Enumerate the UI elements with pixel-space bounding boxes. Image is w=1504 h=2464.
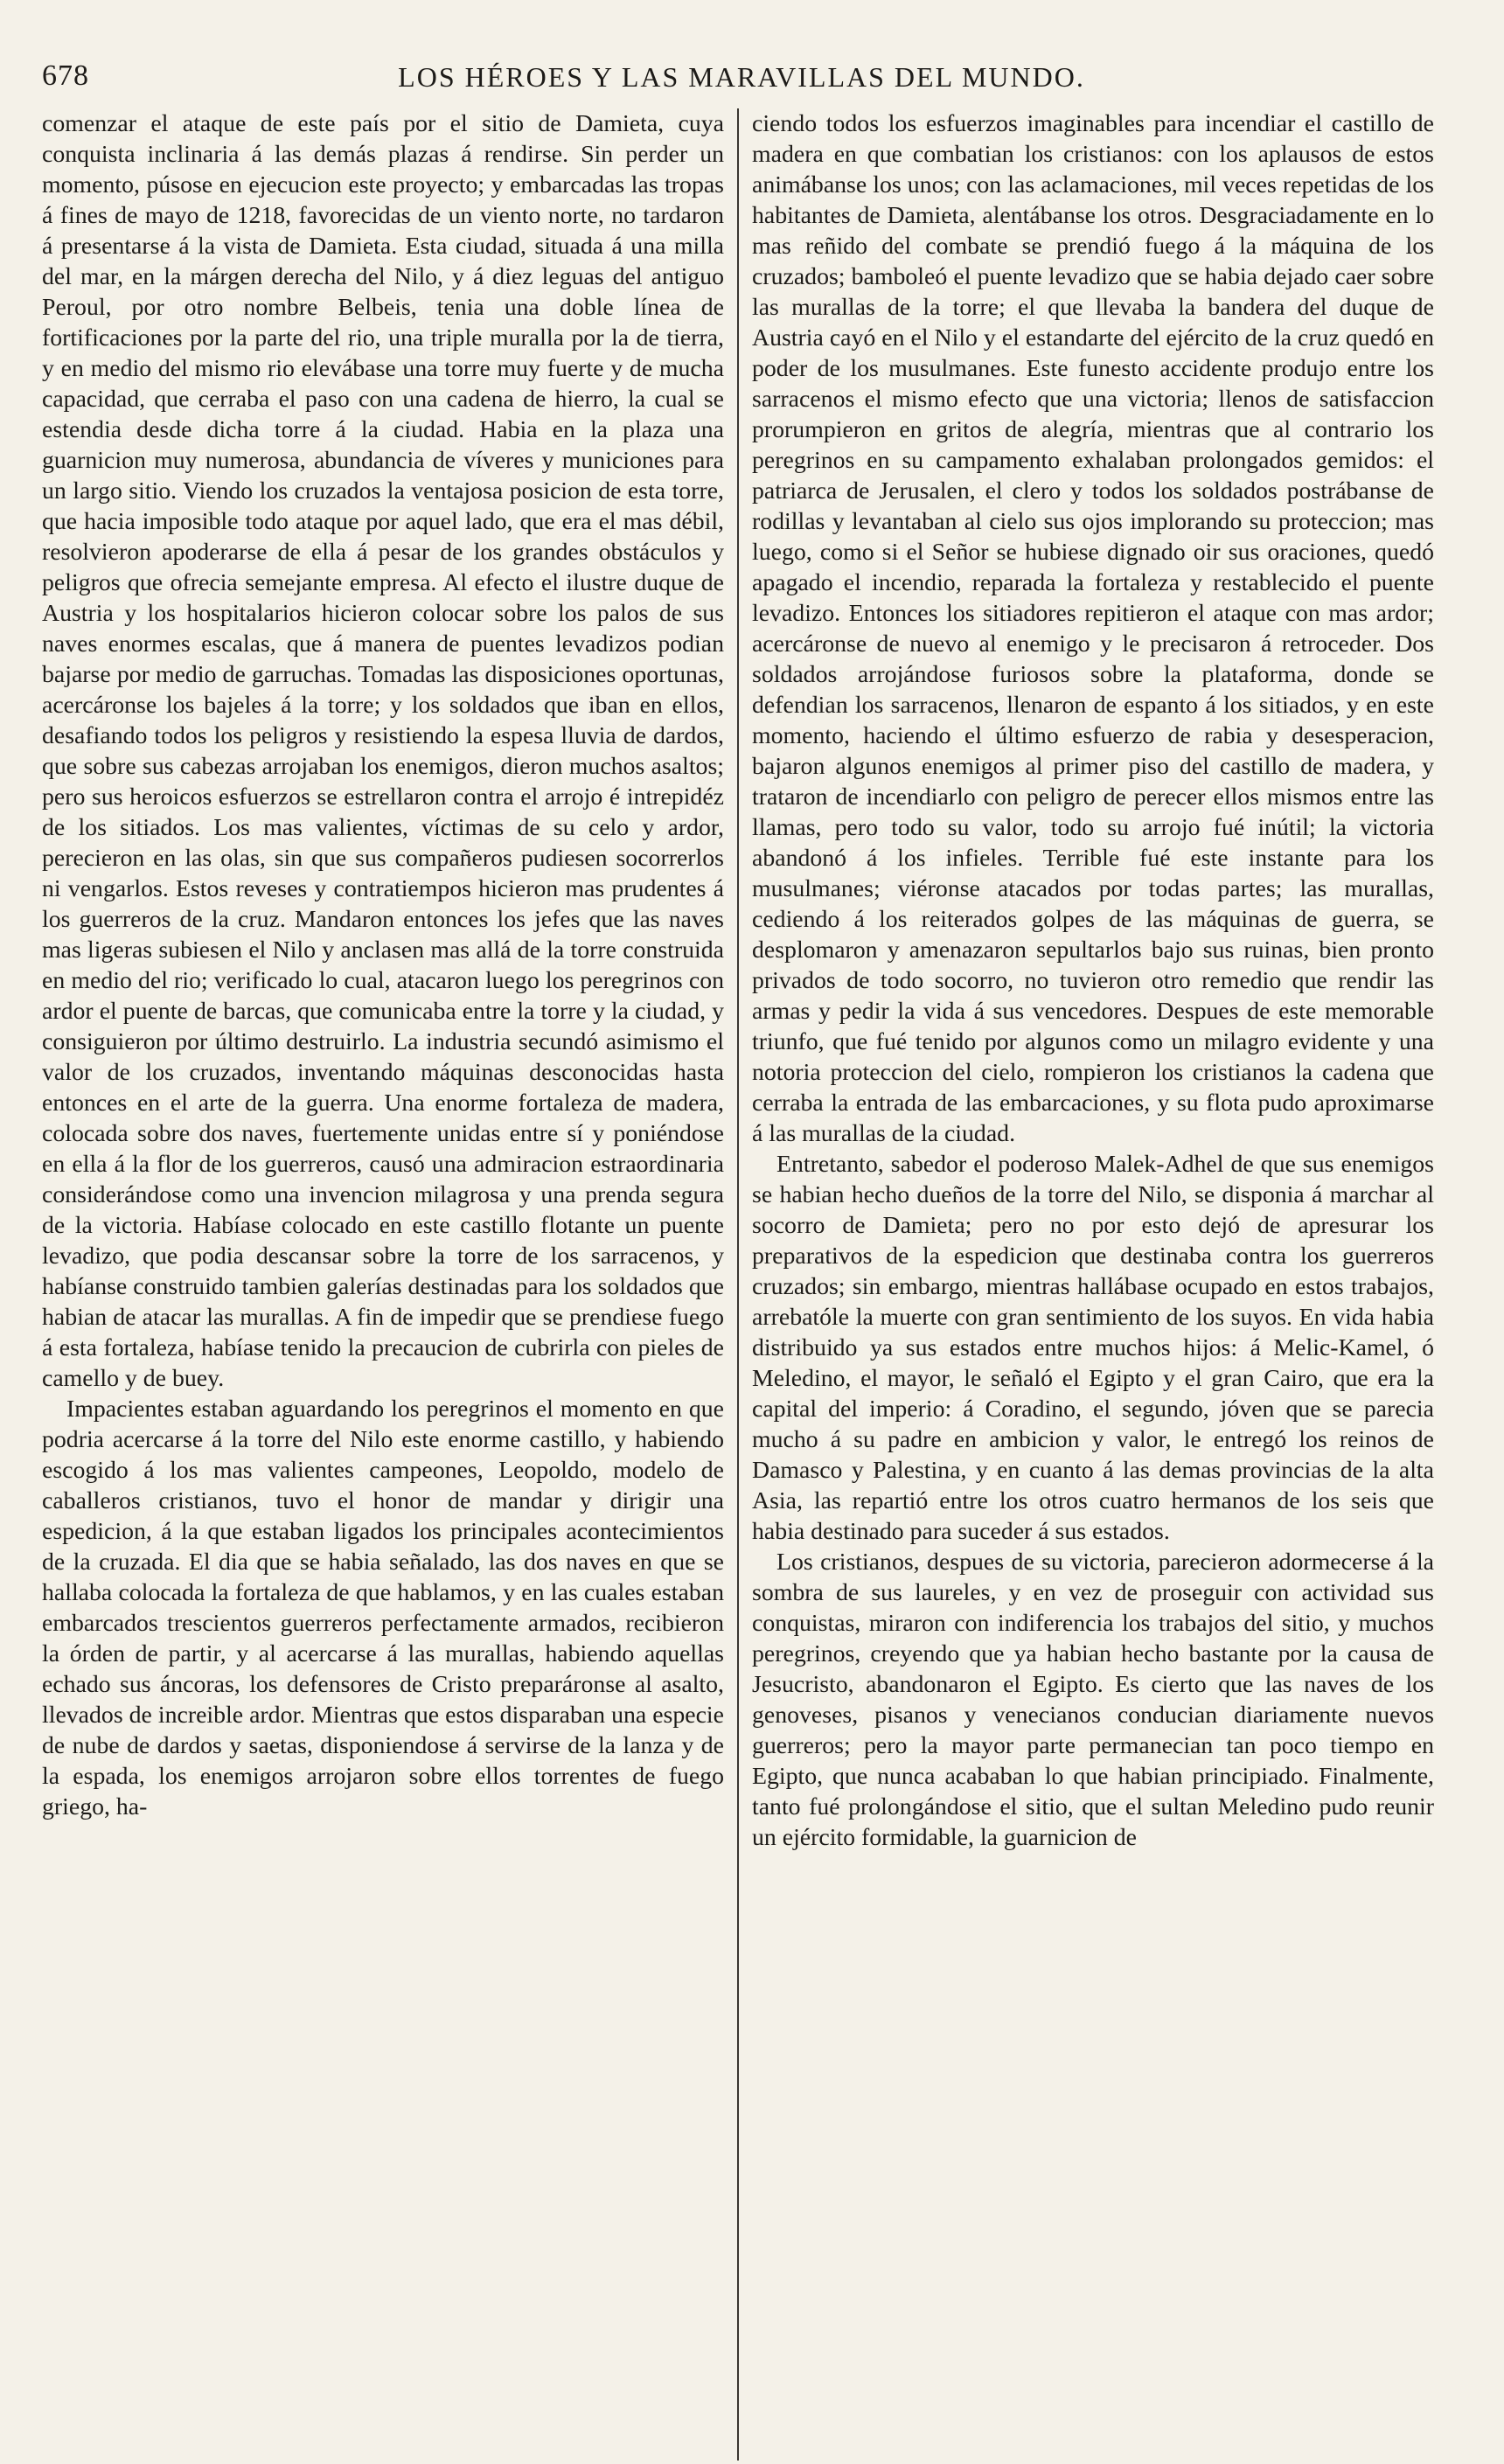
running-title: LOS HÉROES Y LAS MARAVILLAS DEL MUNDO. bbox=[398, 61, 1085, 93]
right-paragraph-3: Los cristianos, despues de su victoria, parecieron adormecerse á la sombra de sus laureles, y en vez de proseguir con actividad sus conquistas, miraron con indiferencia los trabajos del sitio, y muchos peregrinos, creyendo que ya habian hecho bastante por la causa de Jesucristo, abandonaron el Egipto. Es cierto que las naves de los genoveses, pisanos y venecianos conducian diariamente nuevos guerreros; pero la mayor parte permanecian tan poco tiempo en Egipto, que nunca acababan lo que habian principiado. Finalmente, tanto fué prolongándose el sitio, que el sultan Meledino pudo reunir un ejército formidable, la guarnicion de bbox=[752, 1549, 1434, 1851]
right-column bbox=[752, 108, 1434, 1853]
left-paragraph-2: Impacientes estaban aguardando los peregrinos el momento en que podria acercarse á la torre del Nilo este enorme castillo, y habiendo escogido á los mas valientes campeones, Leopoldo, modelo de caballeros cristianos, tuvo el honor de mandar y dirigir una espedicion, á la que estaban ligados los principales acontecimientos de la cruzada. El dia que se habia señalado, las dos naves en que se hallaba colocada la fortaleza de que hablamos, y en las cuales estaban embarcados trescientos guerreros perfectamente armados, recibieron la órden de partir, y al acercarse á las murallas, habiendo aquellas echado sus áncoras, los defensores de Cristo preparáronse al asalto, llevados de increible ardor. Mientras que estos disparaban una especie de nube de dardos y saetas, disponiendose á servirse de la lanza y de la espada, los enemigos arrojaron sobre ellos torrentes de fuego griego, ha- bbox=[42, 1396, 724, 1820]
left-paragraph-1: comenzar el ataque de este país por el sitio de Damieta, cuya conquista inclinaria á las demás plazas á rendirse. Sin perder un momento, púsose en ejecucion este proyecto; y embarcadas las tropas á fines de mayo de 1218, favorecidas de un viento norte, no tardaron á presentarse á la vista de Damieta. Esta ciudad, situada á una milla del mar, en la márgen derecha del Nilo, y á diez leguas del antiguo Peroul, por otro nombre Belbeis, tenia una doble línea de fortificaciones por la parte del rio, una triple muralla por la de tierra, y en medio del mismo rio elevábase una torre muy fuerte y de mucha capacidad, que cerraba el paso con una cadena de hierro, la cual se estendia desde dicha torre á la ciudad. Habia en la plaza una guarnicion muy numerosa, abundancia de víveres y municiones para un largo sitio. Viendo los cruzados la ventajosa posicion de esta torre, que hacia imposible todo ataque por aquel lado, que era el mas débil, resolvieron apoderarse de ella á pesar de los grandes obstáculos y peligros que ofrecia semejante empresa. Al efecto el ilustre duque de Austria y los hospitalarios hicieron colocar sobre los palos de sus naves enormes escalas, que á manera de puentes levadizos podian bajarse por medio de garruchas. Tomadas las disposiciones oportunas, acercáronse los bajeles á la torre; y los soldados que iban en ellos, desafiando todos los peligros y resistiendo la espesa lluvia de dardos, que sobre sus cabezas arrojaban los enemigos, dieron muchos asaltos; pero sus heroicos esfuerzos se estrellaron contra el arrojo é intrepidéz de los sitiados. Los mas valientes, víctimas de su celo y ardor, perecieron en las olas, sin que sus compañeros pudiesen socorrerlos ni vengarlos. Estos reveses y contratiempos hicieron mas prudentes á los guerreros de la cruz. Mandaron entonces los jefes que las naves mas ligeras subiesen el Nilo y anclasen mas allá de la torre construida en medio del rio; verificado lo cual, atacaron luego los peregrinos con ardor el puente de barcas, que comunicaba entre la torre y la ciudad, y consiguieron por último destruirlo. La industria secundó asimismo el valor de los cruzados, inventando máquinas desconocidas hasta entonces en el arte de la guerra. Una enorme fortaleza de madera, colocada sobre dos naves, fuertemente unidas entre sí y poniéndose en ella á la flor de los guerreros, causó una admiracion estraordinaria considerándose como una invencion milagrosa y una prenda segura de la victoria. Habíase colocado en este castillo flotante un puente levadizo, que podia descansar sobre la torre de los sarracenos, y habíanse construido tambien galerías destinadas para los soldados que habian de atacar las murallas. A fin de impedir que se prendiese fuego á esta fortaleza, habíase tenido la precaucion de cubrirla con pieles de camello y de buey. bbox=[42, 110, 724, 1392]
text-columns bbox=[42, 108, 1441, 2461]
right-paragraph-1: ciendo todos los esfuerzos imaginables para incendiar el castillo de madera en que combatian los cristianos: con los aplausos de estos animábanse los unos; con las aclamaciones, mil veces repetidas de los habitantes de Damieta, alentábanse los otros. Desgraciadamente en lo mas reñido del combate se prendió fuego á la máquina de los cruzados; bamboleó el puente levadizo que se habia dejado caer sobre las murallas de la torre; el que llevaba la bandera del duque de Austria cayó en el Nilo y el estandarte del ejército de la cruz quedó en poder de los musulmanes. Este funesto accidente produjo entre los sarracenos el mismo efecto que una victoria; llenos de satisfaccion prorumpieron en gritos de alegría, mientras que al contrario los peregrinos en su campamento exhalaban prolongados gemidos: el patriarca de Jerusalen, el clero y todos los soldados postrábanse de rodillas y levantaban al cielo sus ojos implorando su proteccion; mas luego, como si el Señor se hubiese dignado oir sus oraciones, quedó apagado el incendio, reparada la fortaleza y restablecido el puente levadizo. Entonces los sitiadores repitieron el ataque con mas ardor; acercáronse de nuevo al enemigo y le precisaron á retroceder. Dos soldados arrojándose furiosos sobre la plataforma, donde se defendian los sarracenos, llenaron de espanto á los sitiados, y en este momento, haciendo el último esfuerzo de rabia y desesperacion, bajaron algunos enemigos al primer piso del castillo de madera, y trataron de incendiarlo con peligro de perecer ellos mismos entre las llamas, pero todo su valor, todo su arrojo fué inútil; la victoria abandonó á los infieles. Terrible fué este instante para los musulmanes; viéronse atacados por todas partes; las murallas, cediendo á los reiterados golpes de las máquinas de guerra, se desplomaron y amenazaron sepultarlos bajo sus ruinas, bien pronto privados de todo socorro, no tuvieron otro remedio que rendir las armas y pedir la vida á sus vencedores. Despues de este memorable triunfo, que fué tenido por algunos como un milagro evidente y una notoria proteccion del cielo, rompieron los cristianos la cadena que cerraba la entrada de las embarcaciones, y su flota pudo aproximarse á las murallas de la ciudad. bbox=[752, 110, 1434, 1147]
left-column bbox=[42, 108, 724, 1822]
book-page bbox=[42, 54, 1441, 1851]
column-divider bbox=[737, 108, 739, 2461]
page-number: 678 bbox=[42, 59, 89, 92]
page-header bbox=[42, 54, 1441, 98]
right-paragraph-2: Entretanto, sabedor el poderoso Malek-Adhel de que sus enemigos se habian hecho dueños de la torre del Nilo, se disponia á marchar al socorro de Damieta; pero no por esto dejó de apresurar los preparativos de la espedicion que destinaba contra los guerreros cruzados; sin embargo, mientras hallábase ocupado en estos trabajos, arrebatóle la muerte con gran sentimiento de los suyos. En vida habia distribuido ya sus estados entre muchos hijos: á Melic-Kamel, ó Meledino, el mayor, le señaló el Egipto y el gran Cairo, que era la capital del imperio: á Coradino, el segundo, jóven que se parecia mucho á su padre en ambicion y valor, le entregó los reinos de Damasco y Palestina, y en cuanto á las demas provincias de la alta Asia, las repartió entre los otros cuatro hermanos de los seis que habia destinado para suceder á sus estados. bbox=[752, 1151, 1434, 1545]
